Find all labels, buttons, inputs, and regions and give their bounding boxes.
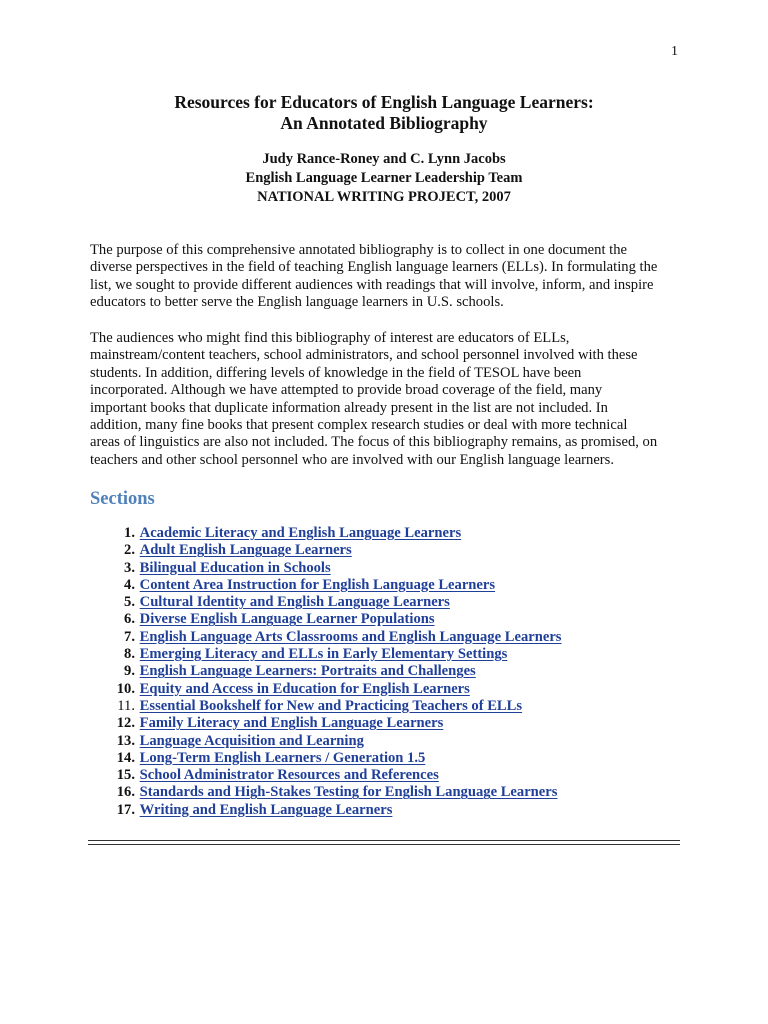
section-link-bilingual-education[interactable]: Bilingual Education in Schools [139,559,331,576]
author-block [0,150,768,207]
section-number: 2. [124,542,135,559]
section-link-long-term-learners[interactable]: Long-Term English Learners / Generation 1.5 [139,749,426,766]
divider-line-bottom [88,844,680,845]
section-number: 1. [124,525,135,541]
paragraph-line: important books that duplicate information already present in the list are not included. In [90,399,608,416]
paragraph-line: educators to better serve the English language learners in U.S. schools. [90,294,504,311]
sections-heading: Sections [90,489,155,509]
section-link-standards-testing[interactable]: Standards and High-Stakes Testing for English Language Learners [139,784,558,801]
section-number: 4. [124,576,135,593]
intro-paragraph-purpose [90,242,690,312]
document-title [0,92,768,134]
section-number: 15. [116,767,135,784]
section-link-cultural-identity[interactable]: Cultural Identity and English Language Learners [139,594,450,611]
section-item [90,715,690,732]
section-item [90,560,690,577]
section-item [90,577,690,594]
section-item [90,784,690,801]
section-item [90,663,690,680]
section-item [90,646,690,663]
section-item [90,611,690,628]
section-number: 17. [116,801,135,818]
section-link-ela-classrooms[interactable]: English Language Arts Classrooms and English Language Learners [139,628,562,645]
section-link-family-literacy[interactable]: Family Literacy and English Language Learners [139,715,444,732]
paragraph-line: The purpose of this comprehensive annotated bibliography is to collect in one document the [90,242,627,258]
section-link-school-administrator[interactable]: School Administrator Resources and References [139,767,439,784]
title-line-2: An Annotated Bibliography [280,113,488,133]
section-number: 14. [116,749,135,766]
section-link-portraits-challenges[interactable]: English Language Learners: Portraits and Challenges [139,663,476,680]
section-link-essential-bookshelf[interactable]: Essential Bookshelf for New and Practicing Teachers of ELLs [139,697,523,714]
paragraph-line: mainstream/content teachers, school administrators, and school personnel involved with these [90,347,638,364]
section-item [90,629,690,646]
author-organization: NATIONAL WRITING PROJECT, 2007 [257,189,511,205]
section-item [90,802,690,819]
sections-list [90,525,690,819]
title-line-1: Resources for Educators of English Language Learners: [174,92,594,112]
section-item [90,698,690,715]
paragraph-line: addition, many fine books that present complex research studies or deal with more technical [90,417,628,434]
paragraph-line: students. In addition, differing levels of knowledge in the field of TESOL have been [90,364,582,381]
section-number: 6. [124,611,135,628]
section-number: 3. [124,559,135,576]
paragraph-line: areas of linguistics are also not included. The focus of this bibliography remains, as promised, on [90,434,658,451]
section-link-academic-literacy[interactable]: Academic Literacy and English Language Learners [139,525,462,541]
section-item [90,594,690,611]
section-number: 7. [124,628,135,645]
author-team: English Language Learner Leadership Team [245,170,523,186]
paragraph-line: The audiences who might find this bibliography of interest are educators of ELLs, [90,330,570,346]
paragraph-line: teachers and other school personnel who are involved with our English language learners. [90,451,614,468]
section-number: 12. [116,715,135,732]
divider-line-top [88,840,680,841]
section-number: 16. [116,784,135,801]
section-link-content-area-instruction[interactable]: Content Area Instruction for English Language Learners [139,576,496,593]
section-link-language-acquisition[interactable]: Language Acquisition and Learning [139,732,364,749]
intro-paragraph-audiences [90,330,690,469]
paragraph-line: incorporated. Although we have attempted to provide broad coverage of the field, many [90,382,603,399]
paragraph-line: list, we sought to provide different audiences with readings that will involve, inform, and inspire [90,276,654,293]
section-link-equity-access[interactable]: Equity and Access in Education for English Learners [139,680,470,697]
paragraph-line: diverse perspectives in the field of teaching English language learners (ELLs). In formulating the [90,259,658,276]
section-link-diverse-populations[interactable]: Diverse English Language Learner Populations [139,611,435,628]
section-item [90,767,690,784]
section-item [90,681,690,698]
section-number: 9. [124,663,135,680]
section-number: 8. [124,646,135,663]
section-item [90,733,690,750]
section-number: 10. [116,680,135,697]
section-number: 13. [116,732,135,749]
page-number: 1 [671,44,678,59]
section-item [90,542,690,559]
section-item [90,525,690,542]
section-item [90,750,690,767]
section-link-writing[interactable]: Writing and English Language Learners [139,801,393,818]
section-number: 5. [124,594,135,611]
section-link-emerging-literacy[interactable]: Emerging Literacy and ELLs in Early Elementary Settings [139,646,508,663]
author-names: Judy Rance-Roney and C. Lynn Jacobs [262,151,506,167]
section-number: 11. [117,697,135,714]
section-link-adult-ells[interactable]: Adult English Language Learners [139,542,352,559]
